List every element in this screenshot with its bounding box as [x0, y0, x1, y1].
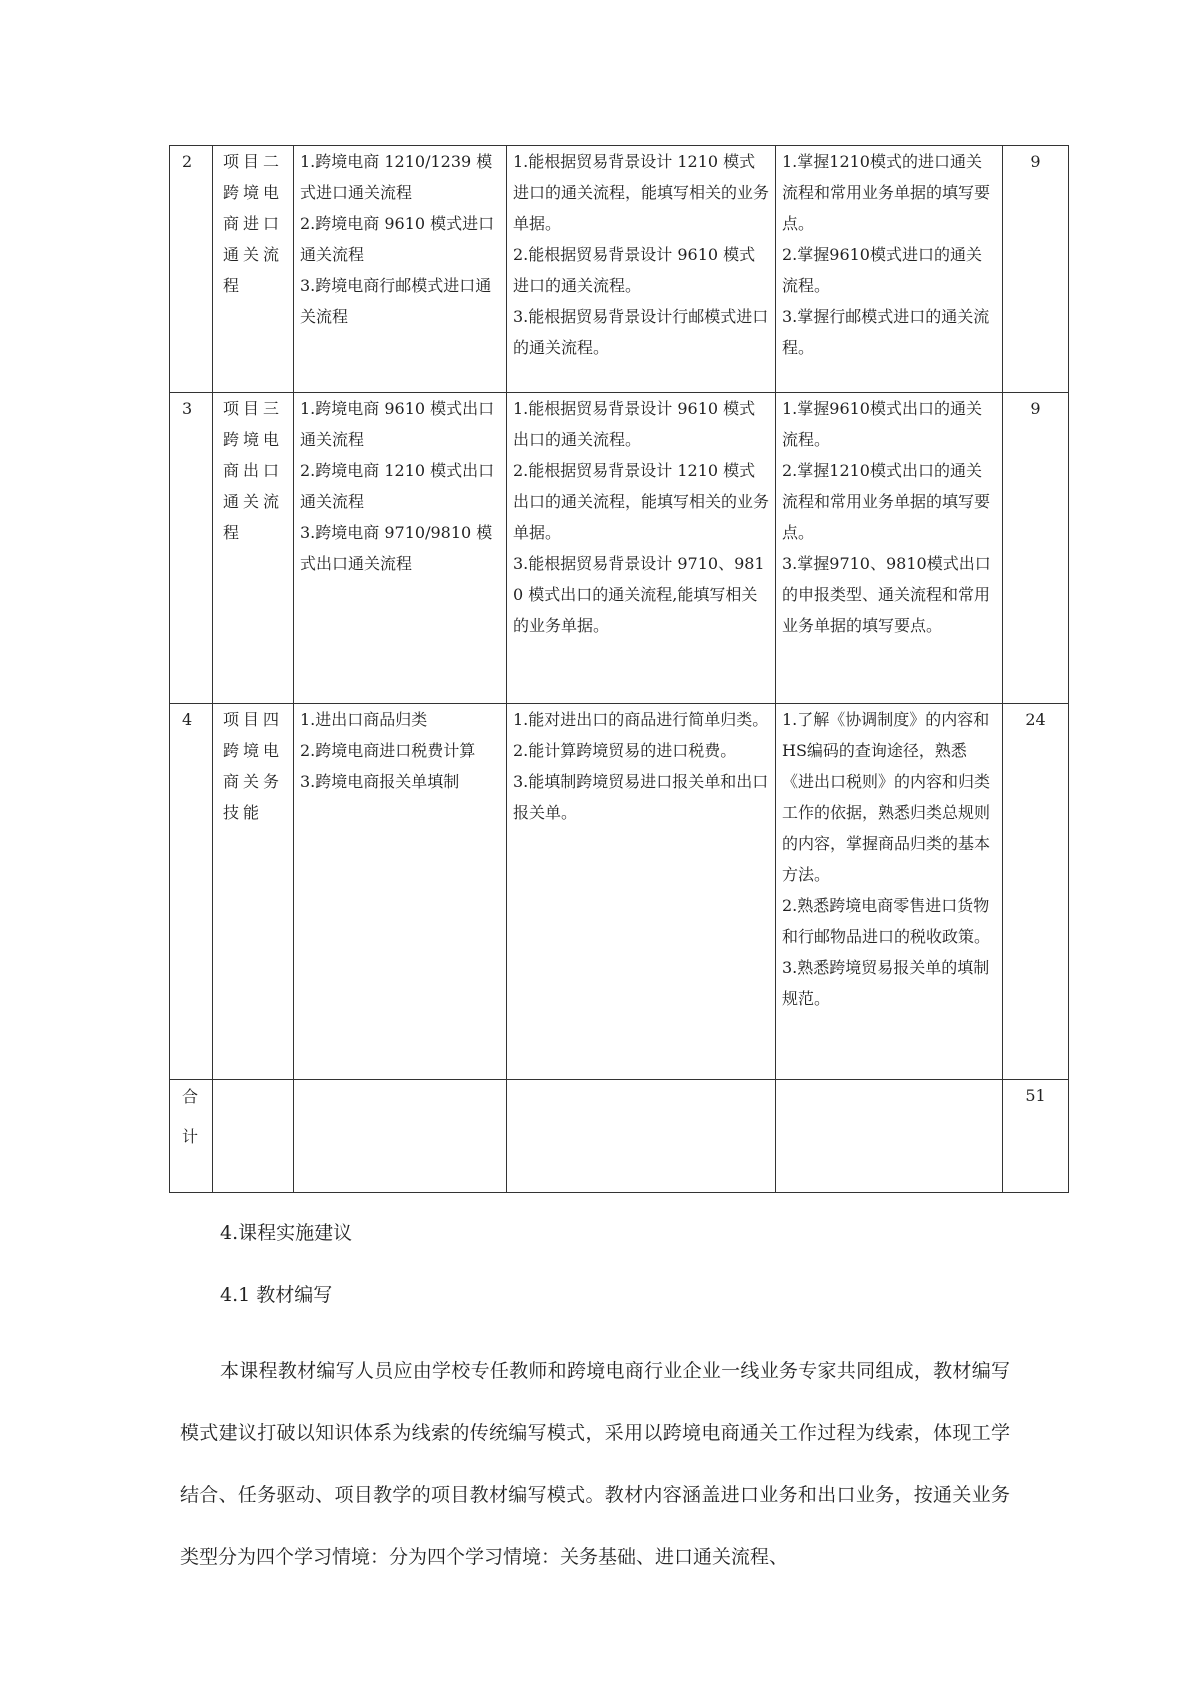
knowledge-item: 1.掌握9610模式出口的通关流程。	[782, 399, 982, 449]
table-row	[170, 146, 1069, 393]
content-item: 2.跨境电商 9610 模式进口通关流程	[300, 214, 495, 264]
learning-content	[294, 393, 507, 704]
project-name: 项目三跨境电商出口通关流程	[213, 393, 294, 704]
ability-item: 2.能根据贸易背景设计 9610 模式进口的通关流程。	[513, 245, 756, 295]
ability-item: 3.能根据贸易背景设计 9710、9810 模式出口的通关流程,能填写相关的业务单据。	[513, 554, 765, 635]
empty-cell	[213, 1080, 294, 1193]
class-hours: 9	[1003, 393, 1069, 704]
empty-cell	[776, 1080, 1003, 1193]
total-label	[170, 1080, 213, 1193]
table-row	[170, 393, 1069, 704]
knowledge-item: 2.熟悉跨境电商零售进口货物和行邮物品进口的税收政策。	[782, 896, 991, 946]
ability-item: 1.能根据贸易背景设计 1210 模式进口的通关流程，能填写相关的业务单据。	[513, 152, 770, 233]
table-row	[170, 704, 1069, 1080]
total-hours: 51	[1003, 1080, 1069, 1193]
ability-item: 3.能填制跨境贸易进口报关单和出口报关单。	[513, 772, 769, 822]
learning-content	[294, 146, 507, 393]
content-item: 3.跨境电商报关单填制	[300, 772, 460, 791]
knowledge-requirements	[776, 704, 1003, 1080]
section-heading: 4.课程实施建议	[220, 1222, 353, 1244]
ability-requirements	[507, 704, 776, 1080]
course-content-table	[169, 145, 1069, 1193]
knowledge-item: 3.掌握行邮模式进口的通关流程。	[782, 307, 990, 357]
content-item: 1.进出口商品归类	[300, 710, 428, 729]
knowledge-requirements	[776, 146, 1003, 393]
ability-item: 1.能对进出口的商品进行简单归类。	[513, 710, 769, 729]
knowledge-item: 3.掌握9710、9810模式出口的申报类型、通关流程和常用业务单据的填写要点。	[782, 554, 991, 635]
project-name: 项目二跨境电商进口通关流程	[213, 146, 294, 393]
content-item: 1.跨境电商 9610 模式出口通关流程	[300, 399, 495, 449]
content-item: 2.跨境电商进口税费计算	[300, 741, 476, 760]
class-hours: 24	[1003, 704, 1069, 1080]
knowledge-item: 2.掌握1210模式出口的通关流程和常用业务单据的填写要点。	[782, 461, 991, 542]
knowledge-item: 1.掌握1210模式的进口通关流程和常用业务单据的填写要点。	[782, 152, 991, 233]
row-number: 2	[170, 146, 213, 393]
ability-item: 1.能根据贸易背景设计 9610 模式出口的通关流程。	[513, 399, 756, 449]
empty-cell	[294, 1080, 507, 1193]
content-item: 1.跨境电商 1210/1239 模式进口通关流程	[300, 152, 493, 202]
learning-content	[294, 704, 507, 1080]
table-total-row	[170, 1080, 1069, 1193]
content-item: 3.跨境电商 9710/9810 模式出口通关流程	[300, 523, 493, 573]
row-number: 3	[170, 393, 213, 704]
project-name: 项目四跨境电商关务技能	[213, 704, 294, 1080]
knowledge-item: 1.了解《协调制度》的内容和HS编码的查询途径，熟悉《进出口税则》的内容和归类工作的依据，熟悉归类总规则的内容，掌握商品归类的基本方法。	[782, 710, 991, 884]
class-hours: 9	[1003, 146, 1069, 393]
knowledge-item: 3.熟悉跨境贸易报关单的填制规范。	[782, 958, 990, 1008]
row-number: 4	[170, 704, 213, 1080]
ability-requirements	[507, 146, 776, 393]
ability-requirements	[507, 393, 776, 704]
ability-item: 2.能计算跨境贸易的进口税费。	[513, 741, 737, 760]
ability-item: 2.能根据贸易背景设计 1210 模式出口的通关流程，能填写相关的业务单据。	[513, 461, 770, 542]
empty-cell	[507, 1080, 776, 1193]
knowledge-requirements	[776, 393, 1003, 704]
total-label-char: 合	[182, 1087, 199, 1106]
content-item: 2.跨境电商 1210 模式出口通关流程	[300, 461, 495, 511]
total-label-char: 计	[182, 1127, 199, 1146]
ability-item: 3.能根据贸易背景设计行邮模式进口的通关流程。	[513, 307, 769, 357]
knowledge-item: 2.掌握9610模式进口的通关流程。	[782, 245, 982, 295]
body-paragraph: 本课程教材编写人员应由学校专任教师和跨境电商行业企业一线业务专家共同组成，教材编写模式建议打破以知识体系为线索的传统编写模式，采用以跨境电商通关工作过程为线索，体现工学结合、任务驱动、项目教学的项目教材编写模式。教材内容涵盖进口业务和出口业务，按通关业务类型分为四个学习情境：分为四个学习情境：关务基础、进口通关流程、	[180, 1360, 1010, 1568]
content-item: 3.跨境电商行邮模式进口通关流程	[300, 276, 492, 326]
subsection-heading: 4.1 教材编写	[220, 1284, 333, 1306]
